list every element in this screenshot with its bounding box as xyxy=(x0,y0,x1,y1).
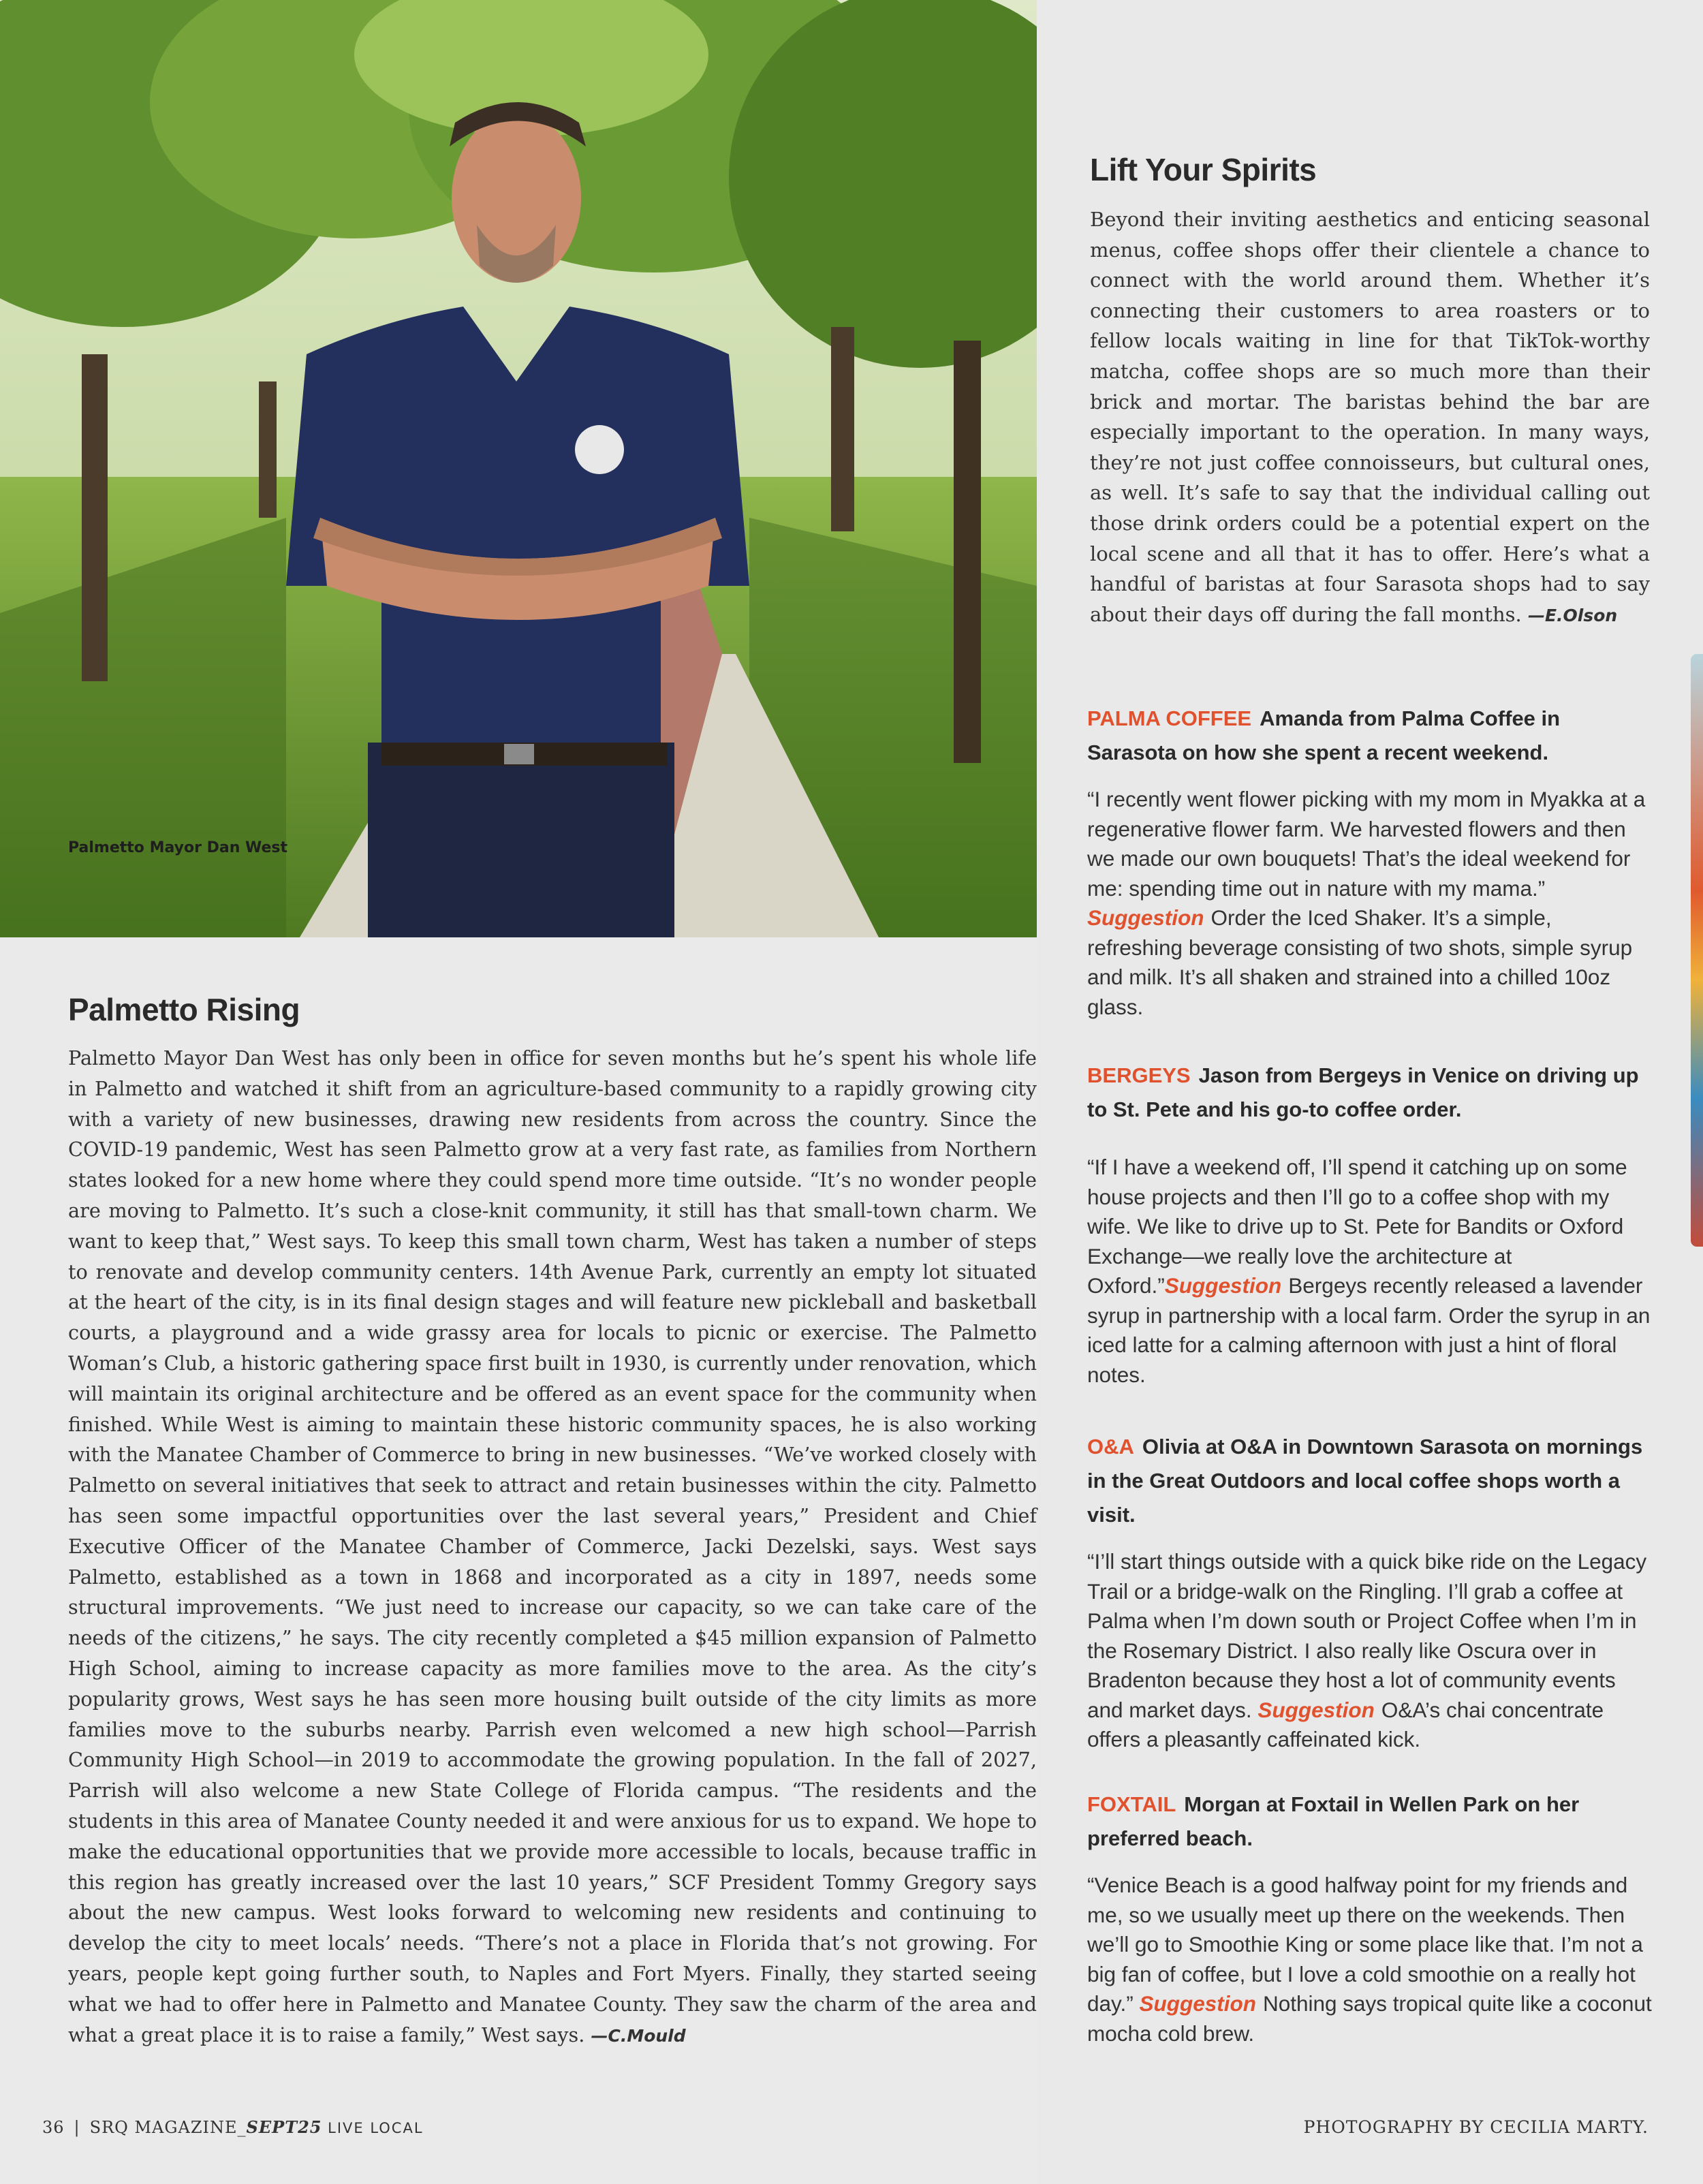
coffee-article-title: Lift Your Spirits xyxy=(1090,152,1317,187)
entry-headline-text: Morgan at Foxtail in Wellen Park on her preferred beach. xyxy=(1087,1792,1580,1850)
shop-name: PALMA COFFEE xyxy=(1087,706,1252,730)
suggestion-text: Nothing says tropical quite like a coconut mocha cold brew. xyxy=(1087,1991,1652,2046)
barista-entry-palma xyxy=(1087,702,1653,1022)
article-byline: —C.Mould xyxy=(591,2025,686,2046)
entry-quote xyxy=(1087,1153,1653,1390)
quote-text: “I’ll start things outside with a quick bike ride on the Legacy Trail or a bridge-walk on the Ringling. I’ll grab a coffee at Palma when I’m down south or Project Coffee when I’m in the Rosemary District. I also really like Oscura over in Bradenton because they host a lot of community events and market days. xyxy=(1087,1549,1647,1722)
shop-name: FOXTAIL xyxy=(1087,1792,1176,1816)
coffee-intro-text: Beyond their inviting aesthetics and enticing seasonal menus, coffee shops offer their clientele a chance to connect with the world around them. Whether it’s connecting their customers to area roasters or to fellow locals waiting in line for that TikTok-worthy matcha, coffee shops are so much more than their brick and mortar. The baristas behind the bar are especially important to the operation. In many ways, they’re not just coffee connoisseurs, but cultural ones, as well. It’s safe to say that the individual calling out those drink orders could be a potential expert on the local scene and all that it has to offer. Here’s what a handful of baristas at four Sarasota shops had to say about their days off during the fall months. xyxy=(1090,208,1650,626)
coffee-article-byline: —E.Olson xyxy=(1527,605,1618,625)
suggestion-label: Suggestion xyxy=(1164,1273,1282,1298)
suggestion-text: Order the Iced Shaker. It’s a simple, refreshing beverage consisting of two shots, simple syrup and milk. It’s all shaken and strained into a chilled 10oz glass. xyxy=(1087,905,1633,1019)
quote-text: “I recently went flower picking with my mom in Myakka at a regenerative flower farm. We harvested flowers and then we made our own bouquets! That’s the ideal weekend for me: spending time out in nature with my mama.” xyxy=(1087,787,1646,901)
mayor-photo-illustration xyxy=(0,0,1037,937)
photo-credit: PHOTOGRAPHY BY CECILIA MARTY. xyxy=(1303,2117,1649,2137)
barista-entry-oa xyxy=(1087,1430,1653,1755)
mayor-photo xyxy=(0,0,1037,937)
article-title: Palmetto Rising xyxy=(68,992,300,1027)
suggestion-text: Bergeys recently released a lavender syrup in partnership with a local farm. Order the syrup in an iced latte for a calming afternoon with just a hint of floral notes. xyxy=(1087,1273,1651,1387)
entry-headline xyxy=(1087,1059,1653,1127)
barista-entry-foxtail xyxy=(1087,1788,1653,2048)
entry-quote xyxy=(1087,1547,1653,1755)
entry-headline xyxy=(1087,1788,1653,1856)
suggestion-label: Suggestion xyxy=(1087,905,1204,930)
page-footer xyxy=(42,2117,424,2137)
entry-headline-text: Amanda from Palma Coffee in Sarasota on how she spent a recent weekend. xyxy=(1087,706,1561,764)
entry-headline xyxy=(1087,702,1653,770)
suggestion-label: Suggestion xyxy=(1257,1697,1375,1722)
issue-label: SEPT25 xyxy=(246,2117,322,2137)
page-number: 36 xyxy=(42,2118,65,2137)
shop-name: O&A xyxy=(1087,1435,1134,1458)
entry-quote xyxy=(1087,1871,1653,2048)
coffee-article-intro xyxy=(1090,204,1650,631)
entry-headline-text: Olivia at O&A in Downtown Sarasota on mornings in the Great Outdoors and local coffee shops worth a visit. xyxy=(1087,1435,1643,1527)
entry-headline xyxy=(1087,1430,1653,1532)
article-body xyxy=(68,1043,1037,2051)
entry-quote xyxy=(1087,785,1653,1022)
suggestion-label: Suggestion xyxy=(1139,1991,1256,2016)
quote-text: “Venice Beach is a good halfway point for my friends and me, so we usually meet up there on the weekends. Then we’ll go to Smoothie King or some place like that. I’m not a big fan of coffee, but I love a cold smoothie on a really hot day.” xyxy=(1087,1873,1643,2016)
barista-entry-bergeys xyxy=(1087,1059,1653,1390)
entry-headline-text: Jason from Bergeys in Venice on driving up to St. Pete and his go-to coffee order. xyxy=(1087,1063,1639,1121)
photo-caption: Palmetto Mayor Dan West xyxy=(68,839,288,856)
coffee-article xyxy=(1090,151,1650,631)
footer-separator: | xyxy=(74,2118,80,2137)
shop-name: BERGEYS xyxy=(1087,1063,1191,1087)
section-label: LIVE LOCAL xyxy=(328,2120,424,2136)
quote-text: “If I have a weekend off, I’ll spend it catching up on some house projects and then I’ll go to a coffee shop with my wife. We like to drive up to St. Pete for Bandits or Oxford Exchange—we really love the architecture at Oxford.” xyxy=(1087,1155,1627,1298)
suggestion-text: O&A’s chai concentrate offers a pleasantly caffeinated kick. xyxy=(1087,1697,1604,1751)
magazine-name: SRQ MAGAZINE_ xyxy=(89,2118,247,2137)
palmetto-article xyxy=(68,991,1037,2051)
article-body-text: Palmetto Mayor Dan West has only been in office for seven months but he’s spent his whole life in Palmetto and watched it shift from an agriculture-based community to a rapidly growing city with a variety of new businesses, drawing new residents from across the country. Since the COVID-19 pandemic, West has seen Palmetto grow at a very fast rate, as families from Northern states looked for a new home where they could spend more time outside. “It’s no wonder people are moving to Palmetto. It’s such a close-knit community, it still has that small-town charm. We want to keep that,” West says. To keep this small town charm, West has taken a number of steps to renovate and develop community centers. 14th Avenue Park, currently an empty lot situated at the heart of the city, is in its final design stages and will feature new pickleball and basketball courts, a playground and a wide grassy area for locals to picnic or exercise. The Palmetto Woman’s Club, a historic gathering space first built in 1930, is currently under renovation, which will maintain its original architecture and be offered as an event space for the community when finished. While West is aiming to maintain these historic community spaces, he is also working with the Manatee Chamber of Commerce to bring in new businesses. “We’ve worked closely with Palmetto on several initiatives that seek to attract and retain businesses within the city. Palmetto has seen some impactful opportunities over the last several years,” President and Chief Executive Officer of the Manatee Chamber of Commerce, Jacki Dezelski, says. West says Palmetto, established as a town in 1868 and incorporated as a city in 1897, needs some structural improvements. “We just need to increase our capacity, so we can take care of the needs of the citizens,” he says. The city recently completed a $45 million expansion of Palmetto High School, aiming to increase capacity as more families move to the area. As the city’s popularity grows, West says he has seen more housing built outside of the city limits as more families move to the suburbs nearby. Parrish even welcomed a new high school—Parrish Community High School—in 2019 to accommodate the growing population. In the fall of 2027, Parrish will also welcome a new State College of Florida campus. “The residents and the students in this area of Manatee County needed it and were anxious for us to expand. We hope to make the educational opportunities that we provide more accessible to locals, because traffic in this region has greatly increased over the last 10 years,” SCF President Tommy Gregory says about the new campus. West looks forward to welcoming new residents and continuing to develop the city to meet locals’ needs. “There’s not a place in Florida that’s not growing. For years, people kept going further south, to Naples and Fort Myers. Finally, they started seeing what we had to offer here in Palmetto and Manatee County. They saw the charm of the area and what a great place it is to raise a family,” West says. xyxy=(68,1046,1037,2046)
adjacent-page-artwork xyxy=(1691,654,1703,1247)
